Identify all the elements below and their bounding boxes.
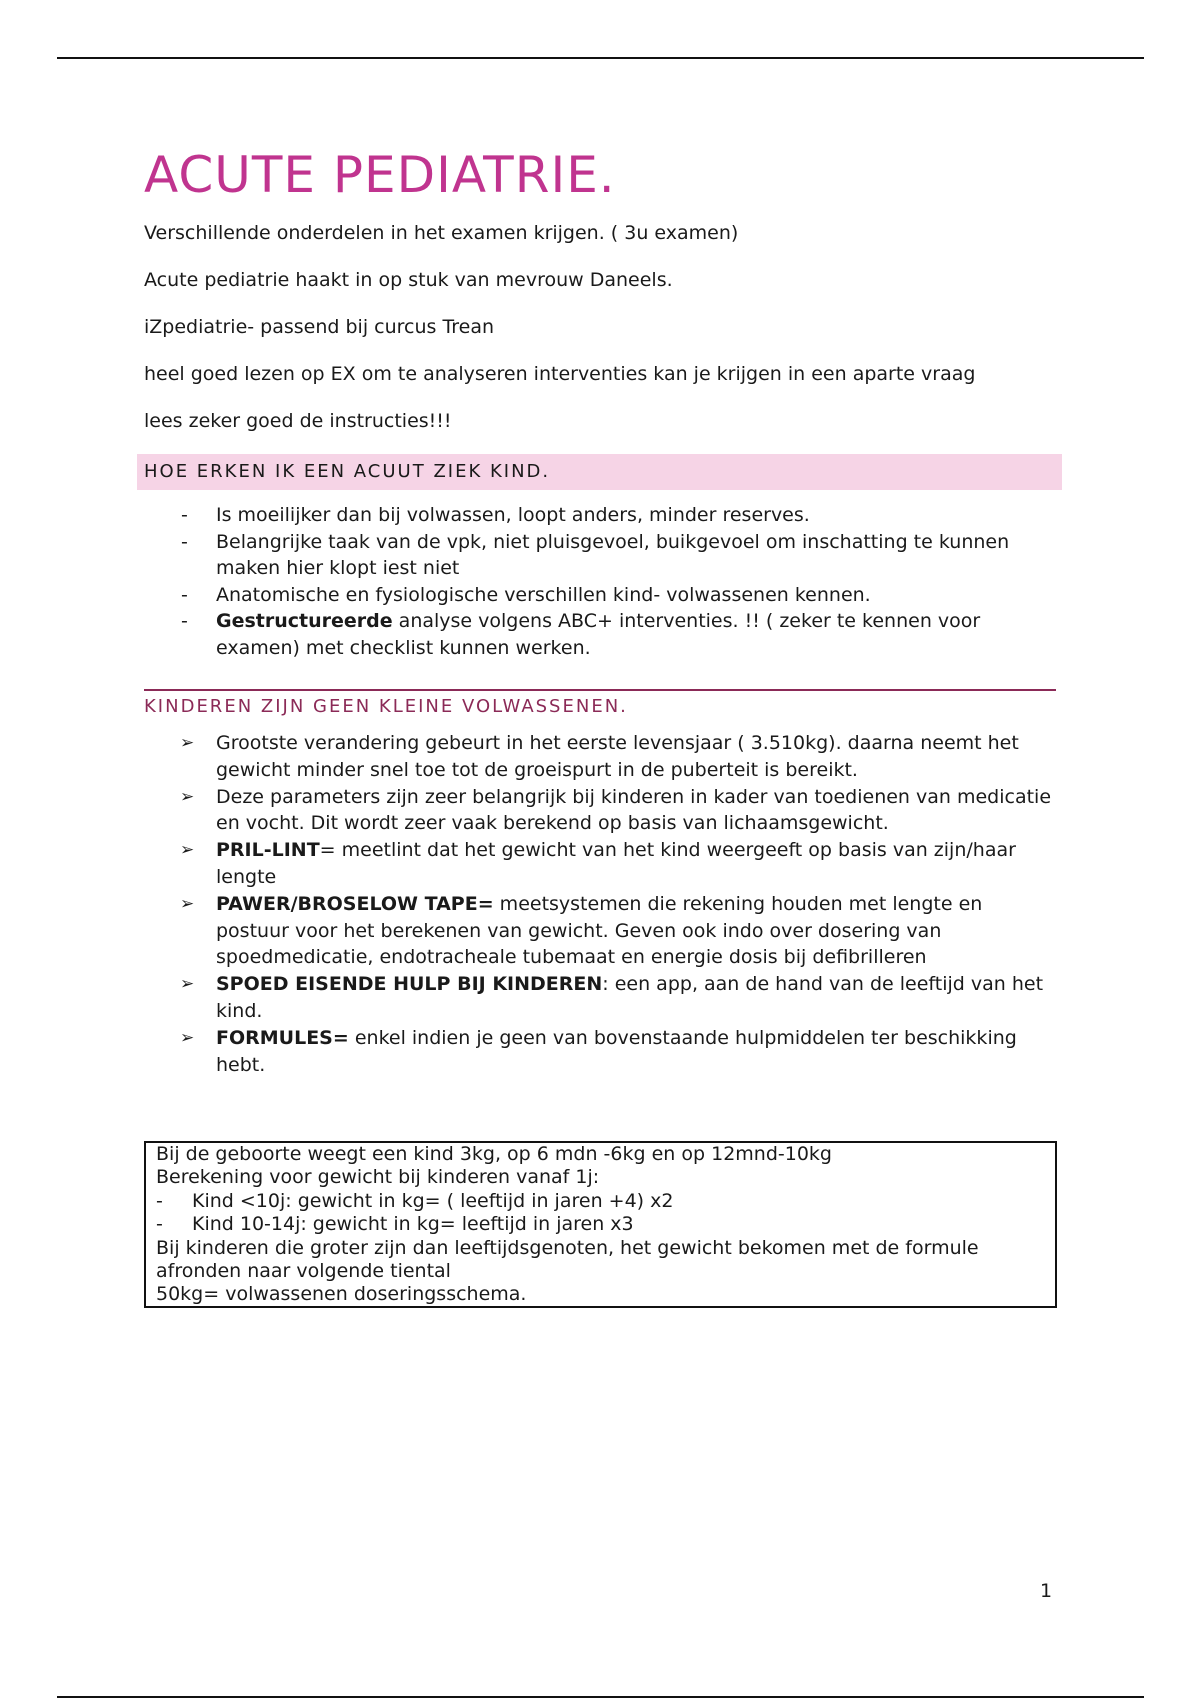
arrow-bullet-icon: ➢ bbox=[180, 893, 195, 914]
item-text: Deze parameters zijn zeer belangrijk bij kinderen in kader van toedienen van medicatie en vocht. Dit wordt zeer vaak berekend op basis van lichaamsgewicht. bbox=[216, 785, 1052, 835]
item-text: Is moeilijker dan bij volwassen, loopt anders, minder reserves. bbox=[216, 504, 810, 526]
header-rule bbox=[57, 57, 1144, 59]
box-line: 50kg= volwassenen doseringsschema. bbox=[156, 1283, 527, 1306]
intro-line: iZpediatrie- passend bij curcus Trean bbox=[144, 316, 495, 338]
bold-term: PAWER/BROSELOW TAPE= bbox=[216, 892, 494, 915]
box-line: Bij kinderen die groter zijn dan leeftijdsgenoten, het gewicht bekomen met de formule afronden naar volgende tiental bbox=[156, 1236, 979, 1283]
box-line: Bij de geboorte weegt een kind 3kg, op 6 mdn -6kg en op 12mnd-10kg bbox=[156, 1143, 832, 1165]
dash-marker: - bbox=[181, 583, 188, 606]
list-item bbox=[144, 1025, 1056, 1079]
list-item bbox=[144, 608, 1056, 661]
document-body bbox=[144, 145, 1056, 1078]
section-heading-acuut-ziek-kind: HOE ERKEN IK EEN ACUUT ZIEK KIND. bbox=[137, 454, 1062, 490]
list-item bbox=[144, 784, 1056, 838]
intro-paragraphs bbox=[144, 221, 1056, 433]
footer-rule bbox=[57, 1696, 1144, 1698]
list-item bbox=[144, 582, 1056, 609]
box-sub-text: Kind <10j: gewicht in kg= ( leeftijd in jaren +4) x2 bbox=[192, 1189, 674, 1212]
list-item bbox=[144, 730, 1056, 784]
weight-formula-box bbox=[144, 1141, 1057, 1308]
arrow-bullet-icon: ➢ bbox=[180, 840, 195, 861]
arrow-bullet-icon: ➢ bbox=[180, 1027, 195, 1048]
item-text: Grootste verandering gebeurt in het eerste levensjaar ( 3.510kg). daarna neemt het gewicht minder snel toe tot de groeispurt in de puberteit is bereikt. bbox=[216, 732, 1019, 781]
dash-marker: - bbox=[156, 1189, 163, 1212]
list-item bbox=[144, 529, 1056, 582]
intro-line: heel goed lezen op EX om te analyseren interventies kan je krijgen in een aparte vraag bbox=[144, 363, 976, 385]
box-sub-text: Kind 10-14j: gewicht in kg= leeftijd in jaren x3 bbox=[192, 1213, 634, 1236]
item-text: Anatomische en fysiologische verschillen kind- volwassenen kennen. bbox=[216, 583, 871, 606]
item-text: meetsystemen die rekening houden met lengte en postuur voor het berekenen van gewicht. Geven ook indo over dosering van spoedmedicatie, endotracheale tubemaat en energie dosis bij defibrilleren bbox=[216, 892, 983, 969]
bold-term: Gestructureerde bbox=[216, 610, 393, 632]
list-item bbox=[144, 837, 1056, 891]
box-line: Berekening voor gewicht bij kinderen vanaf 1j: bbox=[156, 1166, 600, 1189]
intro-line: Verschillende onderdelen in het examen krijgen. ( 3u examen) bbox=[144, 222, 739, 244]
bold-term: PRIL-LINT bbox=[216, 839, 320, 862]
dash-marker: - bbox=[181, 610, 188, 632]
dash-marker: - bbox=[156, 1213, 163, 1236]
arrow-bullet-icon: ➢ bbox=[180, 974, 195, 995]
bold-term: SPOED EISENDE HULP BIJ KINDEREN bbox=[216, 973, 603, 996]
dash-list bbox=[144, 502, 1056, 661]
arrow-bullet-icon: ➢ bbox=[180, 733, 195, 753]
bold-term: FORMULES= bbox=[216, 1026, 349, 1049]
item-text: Belangrijke taak van de vpk, niet pluisgevoel, buikgevoel om inschatting te kunnen maken hier klopt iest niet bbox=[216, 530, 1010, 579]
arrow-bullet-icon: ➢ bbox=[180, 786, 195, 807]
item-text: = meetlint dat het gewicht van het kind weergeeft op basis van zijn/haar lengte bbox=[216, 839, 1016, 888]
list-item bbox=[144, 502, 1056, 529]
dash-marker: - bbox=[181, 504, 188, 526]
list-item bbox=[144, 971, 1056, 1025]
section-heading-geen-kleine-volwassenen: KINDEREN ZIJN GEEN KLEINE VOLWASSENEN. bbox=[144, 689, 1056, 720]
dash-marker: - bbox=[181, 530, 188, 553]
box-sub-item bbox=[156, 1190, 1045, 1213]
item-text: enkel indien je geen van bovenstaande hulpmiddelen ter beschikking hebt. bbox=[216, 1026, 1017, 1076]
intro-line: lees zeker goed de instructies!!! bbox=[144, 410, 452, 432]
page-number: 1 bbox=[1040, 1580, 1053, 1602]
document-title: ACUTE PEDIATRIE. bbox=[144, 146, 616, 204]
item-text: : een app, aan de hand van de leeftijd van het kind. bbox=[216, 973, 1044, 1022]
box-sub-item bbox=[156, 1213, 1045, 1236]
intro-line: Acute pediatrie haakt in op stuk van mevrouw Daneels. bbox=[144, 269, 673, 291]
arrow-list bbox=[144, 730, 1056, 1078]
list-item bbox=[144, 891, 1056, 971]
item-text: analyse volgens ABC+ interventies. !! ( zeker te kennen voor examen) met checklist kunnen werken. bbox=[216, 610, 981, 659]
